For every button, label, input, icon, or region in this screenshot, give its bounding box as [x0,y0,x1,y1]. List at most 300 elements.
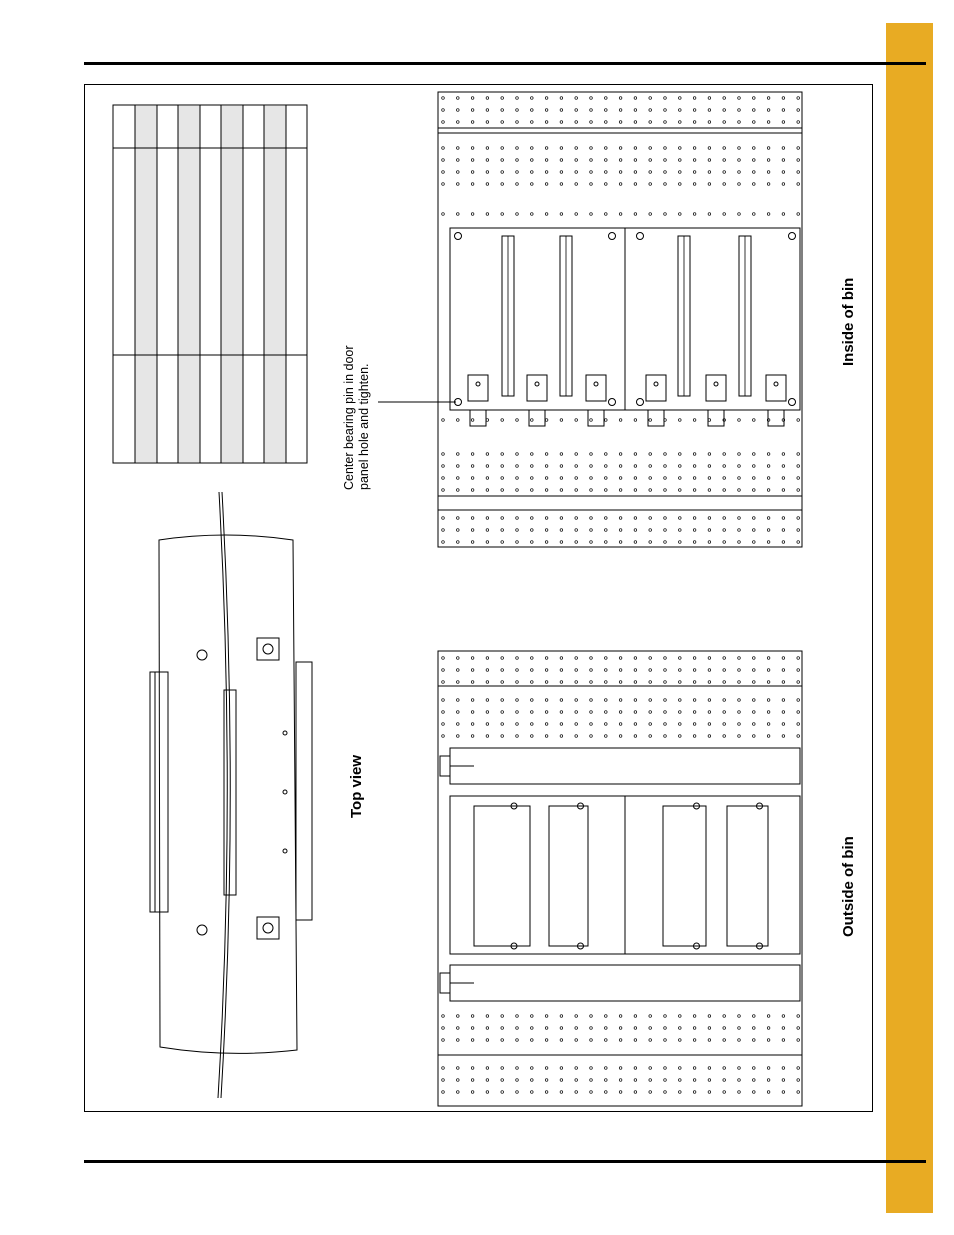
bolt-hole-dot [738,147,741,150]
bolt-hole-dot [634,419,637,422]
bolt-hole-dot [442,669,445,672]
bolt-hole-dot [531,529,534,532]
bolt-hole-dot [442,109,445,112]
bolt-hole-dot [634,1015,637,1018]
bolt-hole-dot [664,147,667,150]
bolt-hole-dot [649,121,652,124]
bolt-hole-dot [516,477,519,480]
bolt-hole-dot [457,711,460,714]
bolt-hole-dot [516,669,519,672]
bolt-hole-dot [471,681,474,684]
bolt-hole-dot [619,669,622,672]
bolt-hole-dot [619,1027,622,1030]
bolt-hole-dot [545,171,548,174]
hinge-plate [470,410,486,426]
bolt-hole-dot [723,159,726,162]
bolt-hole-dot [560,489,563,492]
bolt-hole-dot [767,109,770,112]
bolt-hole-dot [605,681,608,684]
bolt-hole-dot [767,699,770,702]
bolt-hole-dot [782,147,785,150]
bolt-hole-dot [797,1067,800,1070]
top-view-drawing [150,492,312,1098]
bolt-hole-dot [560,109,563,112]
bolt-hole-dot [486,1079,489,1082]
bolt-hole-dot [634,171,637,174]
bolt-hole-dot [797,121,800,124]
hinge-hole [654,382,658,386]
hinge-bracket [766,375,786,401]
bolt-hole-dot [664,465,667,468]
bolt-hole-dot [782,723,785,726]
bolt-hole-dot [634,711,637,714]
bolt-hole-dot [501,529,504,532]
bolt-hole-dot [649,1091,652,1094]
bolt-hole-dot [753,723,756,726]
bolt-hole-dot [545,109,548,112]
bolt-hole-dot [649,97,652,100]
bolt-hole-dot [723,171,726,174]
bolt-hole-dot [442,171,445,174]
bolt-hole-dot [693,1015,696,1018]
bolt-hole-dot [634,465,637,468]
bolt-hole-dot [708,453,711,456]
bolt-hole-dot [797,669,800,672]
corner-bolt [789,399,796,406]
bolt-hole-dot [575,1091,578,1094]
bolt-hole-dot [679,1091,682,1094]
bolt-hole-dot [753,735,756,738]
bolt-hole-dot [590,657,593,660]
bolt-hole-dot [634,735,637,738]
bolt-hole-dot [753,213,756,216]
bolt-hole-dot [693,517,696,520]
bolt-hole-dot [753,711,756,714]
bolt-hole-dot [442,1039,445,1042]
bolt-hole-dot [531,465,534,468]
bolt-hole-dot [531,723,534,726]
bolt-hole-dot [619,1039,622,1042]
bolt-hole-dot [797,711,800,714]
bolt-hole-dot [738,541,741,544]
bolt-hole-dot [797,159,800,162]
bolt-hole-dot [516,183,519,186]
bolt-hole-dot [457,735,460,738]
bolt-hole-dot [619,419,622,422]
bolt-hole-dot [471,1079,474,1082]
bolt-hole-dot [619,529,622,532]
bolt-hole-dot [679,147,682,150]
outside-bin-panel [438,651,802,1106]
bolt-hole-dot [634,669,637,672]
bolt-hole-dot [501,1079,504,1082]
bolt-hole-dot [708,183,711,186]
bolt-hole-dot [693,1079,696,1082]
bolt-hole-dot [767,669,770,672]
bolt-hole-dot [619,465,622,468]
bolt-hole-dot [664,213,667,216]
bolt-hole-dot [708,97,711,100]
bolt-hole-dot [442,541,445,544]
bolt-hole-dot [619,517,622,520]
bolt-hole-dot [679,723,682,726]
bolt-hole-dot [442,1079,445,1082]
bolt-hole-dot [605,529,608,532]
bolt-hole-dot [457,121,460,124]
bolt-hole-dot [560,541,563,544]
bolt-hole-dot [693,213,696,216]
bolt-hole-dot [753,669,756,672]
bolt-hole-dot [797,465,800,468]
hinge-hole [594,382,598,386]
bolt-hole-dot [457,541,460,544]
bolt-hole-dot [575,159,578,162]
bolt-hole-dot [619,121,622,124]
bolt-hole-dot [664,159,667,162]
bolt-hole-dot [442,97,445,100]
bolt-hole-dot [738,97,741,100]
bolt-hole-dot [516,97,519,100]
bolt-hole-dot [590,735,593,738]
bolt-hole-dot [649,213,652,216]
hinge-plate [529,410,545,426]
bolt-hole-dot [634,529,637,532]
bolt-hole-dot [693,489,696,492]
bolt-hole-dot [605,419,608,422]
bolt-hole-dot [693,477,696,480]
bolt-hole-dot [531,183,534,186]
bolt-hole-dot [501,699,504,702]
latch-arm [549,806,588,946]
bolt-hole-dot [649,1039,652,1042]
bolt-hole-dot [590,1027,593,1030]
outside-of-bin-label: Outside of bin [840,836,857,937]
bolt-hole-dot [797,1091,800,1094]
bolt-hole-dot [531,669,534,672]
bolt-hole-dot [545,1091,548,1094]
bolt-hole-dot [471,657,474,660]
latch-arm [727,806,768,946]
bolt-hole-dot [442,723,445,726]
bolt-hole-dot [797,699,800,702]
bolt-hole-dot [531,681,534,684]
bolt-hole-dot [634,147,637,150]
hinge-bracket [468,375,488,401]
bolt-hole-dot [531,489,534,492]
bolt-hole-dot [486,1091,489,1094]
bolt-hole-dot [575,517,578,520]
bolt-hole-dot [723,1027,726,1030]
bolt-hole-dot [693,121,696,124]
bolt-hole-dot [605,97,608,100]
bolt-hole-dot [679,121,682,124]
bolt-hole-dot [605,213,608,216]
bolt-hole-dot [619,1091,622,1094]
bolt-hole-dot [782,465,785,468]
bolt-hole-dot [442,121,445,124]
bolt-hole-dot [797,517,800,520]
bolt-hole-dot [634,723,637,726]
bolt-hole-dot [738,517,741,520]
bolt-hole-dot [531,711,534,714]
bolt-hole-dot [679,669,682,672]
bolt-hole-dot [693,183,696,186]
bolt-hole-dot [664,477,667,480]
bolt-hole-dot [560,97,563,100]
bolt-hole-dot [575,477,578,480]
bolt-hole-dot [753,657,756,660]
bolt-hole-dot [501,657,504,660]
bolt-hole-dot [679,183,682,186]
bolt-hole-dot [679,517,682,520]
bolt-hole-dot [767,681,770,684]
bolt-hole-dot [619,97,622,100]
bolt-hole-dot [753,97,756,100]
bolt-hole-dot [649,1067,652,1070]
bolt-hole-dot [738,681,741,684]
bolt-hole-dot [664,1079,667,1082]
bolt-hole-dot [457,213,460,216]
bolt-hole-dot [442,1027,445,1030]
bolt-hole-dot [575,699,578,702]
bolt-hole-dot [679,477,682,480]
bolt-hole-dot [693,541,696,544]
bolt-hole-dot [575,681,578,684]
bolt-hole-dot [723,489,726,492]
bolt-hole-dot [545,1027,548,1030]
bolt-hole-dot [738,1027,741,1030]
bolt-hole-dot [782,159,785,162]
bolt-hole-dot [605,1039,608,1042]
bolt-hole-dot [501,183,504,186]
bolt-hole-dot [679,657,682,660]
bolt-hole-dot [501,465,504,468]
bolt-hole-dot [560,419,563,422]
bolt-hole-dot [767,121,770,124]
bolt-hole-dot [708,109,711,112]
callout-line-1: Center bearing pin in door [342,345,356,490]
bolt-hole-dot [471,1067,474,1070]
bolt-hole-dot [738,171,741,174]
bolt-hole-dot [442,1015,445,1018]
bolt-hole-dot [486,723,489,726]
bolt-hole-dot [442,419,445,422]
bolt-hole-dot [753,171,756,174]
bolt-hole-dot [753,1079,756,1082]
bolt-hole-dot [605,147,608,150]
bolt-hole-dot [649,723,652,726]
bolt-hole-dot [501,1067,504,1070]
bolt-hole-dot [560,735,563,738]
bolt-hole-dot [560,477,563,480]
bolt-hole-dot [590,681,593,684]
bolt-hole-dot [767,1027,770,1030]
bolt-hole-dot [545,541,548,544]
bolt-hole-dot [797,489,800,492]
bolt-hole-dot [738,159,741,162]
bolt-hole-dot [753,419,756,422]
bolt-hole-dot [634,183,637,186]
bolt-hole-dot [545,735,548,738]
hinge-bracket [586,375,606,401]
bolt-hole-dot [767,1091,770,1094]
bolt-hole-dot [723,97,726,100]
bolt-hole-dot [634,213,637,216]
bolt-hole-dot [590,1067,593,1070]
bolt-hole-dot [679,529,682,532]
bolt-hole-dot [501,711,504,714]
bolt-hole-dot [486,669,489,672]
bolt-hole-dot [634,97,637,100]
bolt-hole-dot [590,147,593,150]
bolt-hole-dot [782,121,785,124]
bolt-hole-dot [575,541,578,544]
bolt-hole-dot [753,109,756,112]
bolt-hole-dot [501,477,504,480]
bolt-hole-dot [664,1015,667,1018]
bolt-hole-dot [693,657,696,660]
bolt-hole-dot [634,517,637,520]
bolt-hole-dot [649,1079,652,1082]
bolt-hole-dot [560,159,563,162]
bolt-hole-dot [664,529,667,532]
bolt-hole-dot [679,1079,682,1082]
bolt-hole-dot [501,109,504,112]
bolt-hole-dot [575,419,578,422]
bolt-hole-dot [664,489,667,492]
bolt-hole-dot [457,171,460,174]
bolt-hole-dot [486,183,489,186]
bolt-hole-dot [619,213,622,216]
bolt-hole-dot [679,213,682,216]
bolt-hole-dot [457,183,460,186]
bolt-hole-dot [575,735,578,738]
bolt-hole-dot [708,517,711,520]
bolt-hole-dot [590,465,593,468]
bolt-hole-dot [560,681,563,684]
bolt-hole-dot [486,97,489,100]
table-shade-3 [221,106,243,462]
bolt-hole-dot [679,465,682,468]
bolt-hole-dot [782,517,785,520]
bolt-hole-dot [590,541,593,544]
bolt-hole-dot [486,171,489,174]
bolt-hole-dot [442,147,445,150]
bolt-hole-dot [679,681,682,684]
bolt-hole-dot [649,159,652,162]
bolt-hole-dot [457,657,460,660]
bolt-hole-dot [797,529,800,532]
bolt-hole-dot [619,723,622,726]
bolt-hole-dot [531,213,534,216]
bolt-hole-dot [619,183,622,186]
bolt-hole-dot [575,657,578,660]
bolt-hole-dot [471,723,474,726]
bolt-hole-dot [708,723,711,726]
bolt-hole-dot [767,183,770,186]
bolt-hole-dot [797,1079,800,1082]
bolt-hole-dot [767,453,770,456]
bolt-hole-dot [619,171,622,174]
bolt-hole-dot [531,453,534,456]
bolt-hole-dot [782,1039,785,1042]
bolt-hole-dot [738,121,741,124]
bolt-hole-dot [738,419,741,422]
bolt-hole-dot [708,1079,711,1082]
bolt-hole-dot [664,1039,667,1042]
bolt-hole-dot [457,517,460,520]
bolt-hole-dot [486,453,489,456]
bolt-hole-dot [767,1039,770,1042]
bolt-hole-dot [516,109,519,112]
bolt-hole-dot [738,477,741,480]
bolt-hole-dot [471,541,474,544]
bolt-hole-dot [442,159,445,162]
bolt-hole-dot [767,723,770,726]
bolt-hole-dot [516,1079,519,1082]
bolt-hole-dot [723,735,726,738]
bolt-hole-dot [545,465,548,468]
bolt-hole-dot [590,1039,593,1042]
bolt-hole-dot [471,1039,474,1042]
bolt-hole-dot [486,1039,489,1042]
bolt-hole-dot [738,1039,741,1042]
bolt-hole-dot [501,419,504,422]
bolt-hole-dot [545,159,548,162]
bolt-hole-dot [590,1091,593,1094]
bolt-hole-dot [797,735,800,738]
bolt-hole-dot [516,453,519,456]
bolt-hole-dot [516,735,519,738]
bolt-hole-dot [767,171,770,174]
bolt-hole-dot [590,97,593,100]
bolt-hole-dot [545,183,548,186]
bolt-hole-dot [679,489,682,492]
bolt-hole-dot [723,477,726,480]
bolt-hole-dot [501,723,504,726]
bolt-hole-dot [649,489,652,492]
bolt-hole-dot [782,97,785,100]
bolt-hole-dot [679,711,682,714]
bolt-hole-dot [531,699,534,702]
bolt-hole-dot [767,159,770,162]
bolt-hole-dot [560,1091,563,1094]
bolt-hole-dot [634,1039,637,1042]
bolt-hole-dot [664,723,667,726]
bolt-hole-dot [590,669,593,672]
bolt-hole-dot [664,1091,667,1094]
bolt-hole-dot [590,477,593,480]
bolt-hole-dot [664,1027,667,1030]
bolt-hole-dot [457,147,460,150]
bolt-hole-dot [605,159,608,162]
bolt-hole-dot [797,97,800,100]
bolt-hole-dot [738,711,741,714]
bolt-hole-dot [605,517,608,520]
bolt-hole-dot [442,453,445,456]
bolt-hole-dot [501,171,504,174]
bolt-hole-dot [486,529,489,532]
bolt-hole-dot [575,1067,578,1070]
bolt-hole-dot [486,735,489,738]
bolt-hole-dot [723,1091,726,1094]
bolt-hole-dot [782,489,785,492]
bolt-hole-dot [649,171,652,174]
bolt-hole-dot [486,541,489,544]
bolt-hole-dot [531,147,534,150]
bolt-hole-dot [545,97,548,100]
bolt-hole-dot [501,669,504,672]
